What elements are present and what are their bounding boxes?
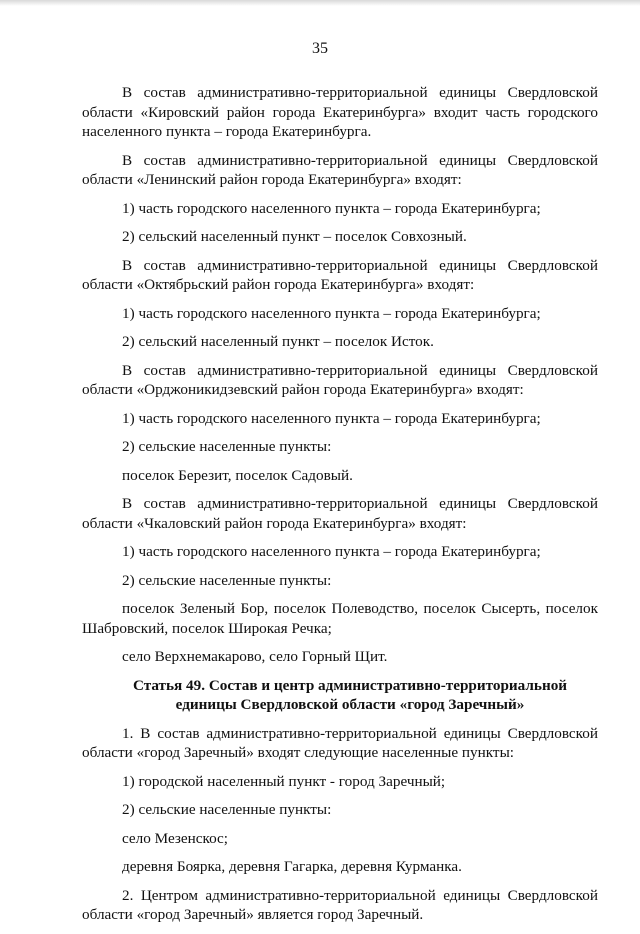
paragraph: В состав административно-территориальной единицы Свердловской области «Октябрьский район города Екатеринбурга» входят:	[82, 256, 598, 293]
article-heading	[82, 676, 598, 715]
list-item: село Верхнемакарово, село Горный Щит.	[122, 648, 388, 665]
paragraph: 1. В состав административно-территориальной единицы Свердловской области «город Заречный» входят следующие населенные пункты:	[82, 724, 598, 761]
paragraph: В состав административно-территориальной единицы Свердловской области «Чкаловский район города Екатеринбурга» входят:	[82, 495, 598, 532]
list-item: поселок Березит, поселок Садовый.	[122, 466, 353, 484]
paragraph: 2. Центром административно-территориальной единицы Свердловской области «город Заречный» является город Заречный.	[82, 886, 598, 923]
article-heading-line: единицы Свердловской области «город Заречный»	[175, 696, 525, 713]
scan-edge	[0, 0, 640, 6]
paragraph: В состав административно-территориальной единицы Свердловской области «Ленинский район города Екатеринбурга» входят:	[82, 151, 598, 188]
list-item: 2) сельский населенный пункт – поселок Исток.	[122, 333, 434, 350]
list-item: 2) сельские населенные пункты:	[122, 801, 332, 818]
paragraph: В состав административно-территориальной единицы Свердловской области «Кировский район города Екатеринбурга» входит часть городского населенного пункта – города Екатеринбурга.	[82, 84, 598, 140]
list-item: 1) часть городского населенного пункта – города Екатеринбурга;	[122, 543, 541, 560]
page-number: 35	[312, 40, 328, 57]
list-item: село Мезенскос;	[122, 829, 229, 847]
list-item: деревня Боярка, деревня Гагарка, деревня Курманка.	[122, 858, 462, 875]
list-item: 2) сельский населенный пункт – поселок Совхозный.	[122, 228, 467, 245]
list-item: 1) городской населенный пункт - город Заречный;	[122, 772, 446, 790]
list-item: 2) сельские населенные пункты:	[122, 438, 332, 455]
article-heading-line: Статья 49. Состав и центр административно-территориальной	[132, 676, 568, 694]
list-item: 2) сельские населенные пункты:	[122, 571, 332, 589]
list-item: поселок Зеленый Бор, поселок Полеводство, поселок Сысерть, поселок Шабровский, поселок Широкая Речка;	[82, 600, 598, 637]
list-item: 1) часть городского населенного пункта – города Екатеринбурга;	[122, 199, 541, 217]
document-body	[82, 83, 598, 934]
list-item: 1) часть городского населенного пункта – города Екатеринбурга;	[122, 409, 541, 427]
list-item: 1) часть городского населенного пункта – города Екатеринбурга;	[122, 304, 541, 322]
paragraph: В состав административно-территориальной единицы Свердловской области «Орджоникидзевский район города Екатеринбурга» входят:	[82, 361, 598, 398]
